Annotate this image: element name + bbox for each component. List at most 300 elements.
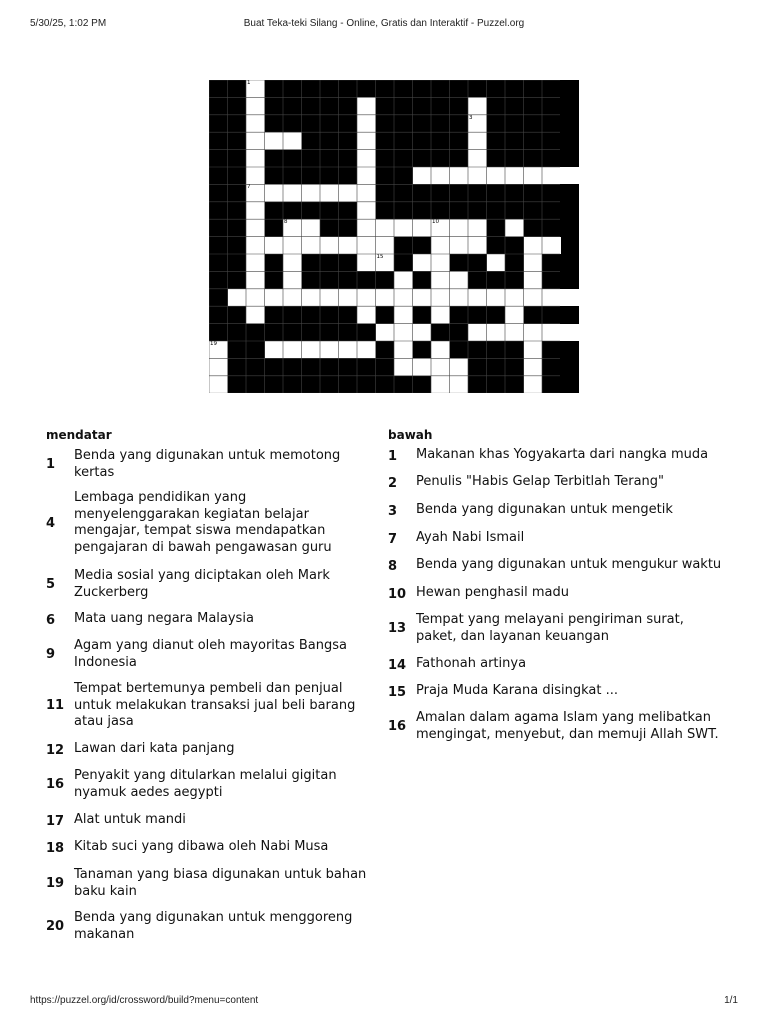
grid-cell-white[interactable]	[376, 324, 395, 341]
grid-cell-black	[339, 254, 358, 271]
clue-number-label: 7	[247, 184, 251, 191]
grid-cell-black	[450, 132, 469, 149]
clue-number: 6	[46, 612, 56, 628]
grid-cell-black	[561, 80, 580, 97]
grid-cell-black	[339, 324, 358, 341]
grid-cell-white[interactable]	[431, 306, 450, 323]
grid-cell-white[interactable]	[283, 184, 302, 201]
grid-cell-black	[505, 202, 524, 219]
grid-cell-black	[209, 184, 228, 201]
clue-number: 13	[388, 620, 407, 636]
clue-number: 19	[46, 875, 65, 891]
grid-cell-white[interactable]	[450, 376, 469, 393]
grid-cell-black	[302, 115, 321, 132]
clue-number-label: 6	[228, 184, 232, 191]
clue-number: 14	[388, 657, 407, 673]
grid-cell-black	[561, 150, 580, 167]
grid-cell-white[interactable]	[283, 254, 302, 271]
grid-cell-black	[283, 80, 302, 97]
grid-cell-black	[487, 132, 506, 149]
grid-cell-black	[339, 271, 358, 288]
grid-cell-black	[339, 202, 358, 219]
grid-cell-white[interactable]	[468, 219, 487, 236]
grid-cell-black	[302, 150, 321, 167]
grid-cell-black	[561, 219, 580, 236]
grid-cell-black	[228, 202, 247, 219]
grid-cell-black	[265, 324, 284, 341]
grid-cell-white[interactable]	[320, 289, 339, 306]
grid-cell-black	[505, 132, 524, 149]
grid-cell-black	[468, 376, 487, 393]
grid-cell-black	[339, 80, 358, 97]
across-clue-20	[46, 910, 372, 944]
grid-cell-white[interactable]	[394, 289, 413, 306]
grid-cell-white[interactable]	[431, 341, 450, 358]
grid-cell-white[interactable]	[246, 219, 265, 236]
clue-number-label: 19	[210, 341, 217, 347]
grid-cell-black	[302, 324, 321, 341]
grid-cell-white[interactable]	[357, 167, 376, 184]
grid-cell-white[interactable]	[487, 289, 506, 306]
grid-cell-black	[542, 97, 561, 114]
grid-cell-white[interactable]	[357, 254, 376, 271]
clue-text: Penyakit yang ditularkan melalui gigitan nyamuk aedes aegypti	[74, 768, 337, 800]
grid-cell-black	[524, 132, 543, 149]
grid-cell-black	[339, 219, 358, 236]
grid-cell-black	[468, 306, 487, 323]
grid-cell-white[interactable]	[302, 237, 321, 254]
grid-cell-black	[209, 132, 228, 149]
grid-cell-white[interactable]	[228, 289, 247, 306]
grid-cell-black	[450, 254, 469, 271]
grid-cell-white[interactable]	[468, 132, 487, 149]
down-clue-16	[388, 710, 728, 744]
grid-cell-black	[265, 150, 284, 167]
grid-cell-black	[228, 115, 247, 132]
grid-cell-black	[450, 115, 469, 132]
grid-cell-white[interactable]	[505, 219, 524, 236]
clue-text: Media sosial yang diciptakan oleh Mark Zuckerberg	[74, 568, 330, 600]
grid-cell-black	[487, 306, 506, 323]
grid-cell-black	[431, 324, 450, 341]
grid-cell-black	[542, 254, 561, 271]
grid-cell-black	[487, 219, 506, 236]
grid-cell-black	[339, 358, 358, 375]
grid-cell-white[interactable]	[450, 358, 469, 375]
grid-cell-black	[339, 150, 358, 167]
grid-cell-white[interactable]	[209, 358, 228, 375]
grid-cell-black	[357, 324, 376, 341]
grid-cell-black	[339, 97, 358, 114]
grid-cell-white[interactable]	[394, 341, 413, 358]
grid-cell-black	[228, 341, 247, 358]
grid-cell-black	[376, 341, 395, 358]
grid-cell-white[interactable]	[431, 167, 450, 184]
grid-cell-black	[505, 150, 524, 167]
grid-cell-white[interactable]	[487, 167, 506, 184]
grid-cell-black	[394, 376, 413, 393]
grid-cell-white[interactable]	[431, 358, 450, 375]
clue-number-label: 4	[228, 132, 232, 139]
grid-cell-black	[357, 80, 376, 97]
grid-cell-black	[413, 150, 432, 167]
grid-cell-white[interactable]	[357, 202, 376, 219]
grid-cell-white[interactable]	[265, 132, 284, 149]
grid-cell-black	[376, 358, 395, 375]
across-clue-5	[46, 568, 372, 602]
clue-text: Benda yang digunakan untuk mengetik	[416, 502, 673, 517]
grid-cell-black	[505, 115, 524, 132]
grid-cell-white[interactable]	[487, 324, 506, 341]
grid-cell-black	[228, 271, 247, 288]
grid-cell-white[interactable]	[394, 219, 413, 236]
grid-cell-white[interactable]	[413, 289, 432, 306]
grid-cell-white[interactable]	[561, 167, 580, 184]
grid-cell-black	[320, 324, 339, 341]
grid-cell-black	[487, 237, 506, 254]
grid-cell-white[interactable]	[376, 219, 395, 236]
grid-cell-black	[468, 271, 487, 288]
grid-cell-white[interactable]	[450, 219, 469, 236]
grid-cell-black	[265, 358, 284, 375]
grid-cell-white[interactable]	[524, 376, 543, 393]
grid-cell-white[interactable]	[246, 254, 265, 271]
grid-cell-white[interactable]	[376, 254, 395, 271]
grid-cell-white[interactable]	[394, 271, 413, 288]
grid-cell-white[interactable]	[376, 289, 395, 306]
grid-cell-white[interactable]	[283, 132, 302, 149]
grid-cell-black	[542, 341, 561, 358]
clue-number-label: 9	[321, 219, 325, 226]
grid-cell-white[interactable]	[265, 341, 284, 358]
grid-cell-white[interactable]	[505, 167, 524, 184]
grid-cell-black	[542, 271, 561, 288]
page-number: 1/1	[724, 995, 738, 1006]
grid-cell-white[interactable]	[246, 80, 265, 97]
grid-cell-white[interactable]	[431, 254, 450, 271]
across-clue-4	[46, 490, 372, 558]
grid-cell-white[interactable]	[431, 289, 450, 306]
grid-cell-black	[450, 341, 469, 358]
grid-cell-white[interactable]	[468, 97, 487, 114]
grid-cell-black	[524, 97, 543, 114]
grid-cell-white[interactable]	[450, 237, 469, 254]
grid-cell-white[interactable]	[524, 271, 543, 288]
grid-cell-black	[413, 115, 432, 132]
grid-cell-black	[505, 358, 524, 375]
across-clue-18	[46, 839, 372, 859]
grid-cell-black	[561, 115, 580, 132]
grid-cell-black	[320, 376, 339, 393]
grid-cell-black	[209, 167, 228, 184]
grid-cell-black	[357, 358, 376, 375]
grid-cell-black	[561, 254, 580, 271]
grid-cell-black	[413, 376, 432, 393]
grid-cell-black	[468, 254, 487, 271]
grid-cell-white[interactable]	[505, 306, 524, 323]
grid-cell-black	[265, 376, 284, 393]
grid-cell-white[interactable]	[246, 150, 265, 167]
grid-cell-black	[339, 132, 358, 149]
across-clue-11	[46, 681, 372, 731]
grid-cell-white[interactable]	[376, 237, 395, 254]
grid-cell-white[interactable]	[542, 167, 561, 184]
grid-cell-white[interactable]	[357, 341, 376, 358]
grid-cell-black	[376, 80, 395, 97]
grid-cell-black	[542, 358, 561, 375]
grid-cell-black	[283, 358, 302, 375]
grid-cell-black	[394, 254, 413, 271]
grid-cell-white[interactable]	[339, 184, 358, 201]
grid-cell-black	[505, 184, 524, 201]
grid-cell-black	[413, 202, 432, 219]
clue-text: Lembaga pendidikan yang menyelenggarakan kegiatan belajar mengajar, tempat siswa mendapatkan pengajaran di bawah pengawasan guru	[74, 490, 332, 555]
clue-text: Penulis "Habis Gelap Terbitlah Terang"	[416, 474, 665, 489]
grid-cell-white[interactable]	[283, 289, 302, 306]
clue-number-label: 10	[432, 219, 439, 226]
grid-cell-black	[209, 80, 228, 97]
grid-cell-white[interactable]	[413, 324, 432, 341]
grid-cell-black	[228, 80, 247, 97]
grid-cell-black	[302, 254, 321, 271]
grid-cell-black	[265, 202, 284, 219]
grid-cell-black	[542, 80, 561, 97]
down-clue-15	[388, 683, 728, 703]
print-datetime: 5/30/25, 1:02 PM	[30, 18, 107, 29]
grid-cell-white[interactable]	[524, 358, 543, 375]
grid-cell-black	[376, 376, 395, 393]
grid-cell-white[interactable]	[468, 324, 487, 341]
grid-cell-white[interactable]	[450, 289, 469, 306]
grid-cell-white[interactable]	[413, 358, 432, 375]
grid-cell-black	[376, 115, 395, 132]
grid-cell-white[interactable]	[209, 376, 228, 393]
grid-cell-white[interactable]	[265, 237, 284, 254]
across-clue-9	[46, 638, 372, 672]
clue-number: 16	[46, 776, 65, 792]
grid-cell-white[interactable]	[542, 289, 561, 306]
grid-cell-black	[320, 271, 339, 288]
grid-cell-white[interactable]	[561, 324, 580, 341]
crossword-grid	[209, 80, 560, 393]
grid-cell-white[interactable]	[413, 254, 432, 271]
grid-cell-white[interactable]	[265, 184, 284, 201]
grid-cell-black	[320, 80, 339, 97]
grid-cell-white[interactable]	[561, 289, 580, 306]
grid-cell-white[interactable]	[431, 237, 450, 254]
grid-cell-black	[542, 219, 561, 236]
grid-cell-black	[376, 306, 395, 323]
grid-cell-white[interactable]	[524, 237, 543, 254]
grid-cell-black	[505, 376, 524, 393]
grid-cell-black	[394, 237, 413, 254]
grid-cell-black	[505, 237, 524, 254]
grid-cell-black	[487, 150, 506, 167]
clue-number: 20	[46, 918, 65, 934]
grid-cell-white[interactable]	[431, 376, 450, 393]
grid-cell-white[interactable]	[246, 202, 265, 219]
grid-cell-black	[339, 306, 358, 323]
grid-cell-black	[302, 167, 321, 184]
grid-cell-white[interactable]	[394, 358, 413, 375]
grid-cell-white[interactable]	[542, 324, 561, 341]
grid-cell-white[interactable]	[246, 271, 265, 288]
grid-cell-white[interactable]	[413, 167, 432, 184]
grid-cell-black	[265, 167, 284, 184]
grid-cell-white[interactable]	[246, 97, 265, 114]
grid-cell-white[interactable]	[357, 289, 376, 306]
grid-cell-black	[394, 167, 413, 184]
grid-cell-black	[320, 167, 339, 184]
clue-text: Amalan dalam agama Islam yang melibatkan mengingat, menyebut, dan memuji Allah SWT.	[416, 710, 719, 742]
clue-number: 17	[46, 813, 65, 829]
grid-cell-white[interactable]	[357, 219, 376, 236]
grid-cell-white[interactable]	[487, 254, 506, 271]
grid-cell-white[interactable]	[524, 167, 543, 184]
grid-cell-white[interactable]	[283, 271, 302, 288]
grid-cell-white[interactable]	[413, 219, 432, 236]
grid-cell-white[interactable]	[246, 289, 265, 306]
grid-cell-white[interactable]	[339, 341, 358, 358]
grid-cell-white[interactable]	[524, 324, 543, 341]
grid-cell-black	[283, 150, 302, 167]
grid-cell-white[interactable]	[283, 219, 302, 236]
grid-cell-white[interactable]	[450, 271, 469, 288]
grid-cell-white[interactable]	[524, 254, 543, 271]
grid-cell-black	[376, 184, 395, 201]
clue-text: Lawan dari kata panjang	[74, 741, 235, 756]
grid-cell-black	[468, 202, 487, 219]
grid-cell-white[interactable]	[450, 167, 469, 184]
grid-cell-black	[209, 289, 228, 306]
clue-number: 3	[388, 503, 398, 519]
grid-cell-black	[431, 202, 450, 219]
grid-cell-white[interactable]	[246, 167, 265, 184]
grid-cell-white[interactable]	[394, 324, 413, 341]
grid-cell-white[interactable]	[246, 237, 265, 254]
grid-cell-black	[450, 150, 469, 167]
clue-number-label: 1	[247, 80, 251, 86]
grid-cell-black	[431, 184, 450, 201]
grid-cell-white[interactable]	[246, 115, 265, 132]
across-heading: mendatar	[46, 428, 112, 442]
grid-cell-white[interactable]	[302, 341, 321, 358]
grid-cell-white[interactable]	[302, 289, 321, 306]
grid-cell-white[interactable]	[524, 341, 543, 358]
clue-number: 8	[388, 558, 398, 574]
grid-cell-black	[339, 115, 358, 132]
grid-cell-black	[357, 376, 376, 393]
grid-cell-white[interactable]	[339, 237, 358, 254]
grid-cell-white[interactable]	[431, 271, 450, 288]
grid-cell-black	[487, 271, 506, 288]
grid-cell-white[interactable]	[542, 237, 561, 254]
grid-cell-white[interactable]	[283, 341, 302, 358]
down-clue-3	[388, 502, 728, 522]
clue-number: 12	[46, 742, 65, 758]
grid-cell-white[interactable]	[394, 306, 413, 323]
grid-cell-black	[524, 202, 543, 219]
grid-cell-white[interactable]	[246, 132, 265, 149]
grid-cell-black	[228, 237, 247, 254]
grid-cell-black	[431, 115, 450, 132]
grid-cell-white[interactable]	[265, 289, 284, 306]
grid-cell-white[interactable]	[357, 237, 376, 254]
grid-cell-white[interactable]	[431, 219, 450, 236]
grid-cell-black	[542, 376, 561, 393]
grid-cell-black	[524, 219, 543, 236]
across-clue-6	[46, 611, 372, 631]
grid-cell-black	[265, 271, 284, 288]
grid-cell-black	[209, 254, 228, 271]
grid-cell-white[interactable]	[468, 289, 487, 306]
grid-cell-black	[376, 132, 395, 149]
grid-cell-black	[265, 219, 284, 236]
grid-cell-white[interactable]	[302, 219, 321, 236]
grid-cell-black	[413, 80, 432, 97]
grid-cell-black	[394, 115, 413, 132]
grid-cell-white[interactable]	[468, 150, 487, 167]
grid-cell-white[interactable]	[339, 289, 358, 306]
grid-cell-white[interactable]	[357, 306, 376, 323]
clue-number-label: 17	[321, 323, 328, 330]
grid-cell-black	[394, 150, 413, 167]
clue-number: 4	[46, 515, 56, 531]
grid-cell-black	[505, 80, 524, 97]
grid-cell-white[interactable]	[320, 237, 339, 254]
grid-cell-white[interactable]	[209, 341, 228, 358]
grid-cell-black	[394, 202, 413, 219]
grid-cell-white[interactable]	[246, 306, 265, 323]
grid-cell-white[interactable]	[357, 115, 376, 132]
grid-cell-black	[542, 306, 561, 323]
grid-cell-white[interactable]	[468, 167, 487, 184]
grid-cell-white[interactable]	[505, 289, 524, 306]
clue-text: Makanan khas Yogyakarta dari nangka muda	[416, 447, 709, 462]
grid-cell-black	[561, 358, 580, 375]
down-clue-10	[388, 585, 728, 605]
grid-cell-white[interactable]	[524, 289, 543, 306]
grid-cell-black	[561, 202, 580, 219]
across-clue-12	[46, 741, 372, 761]
grid-cell-black	[302, 376, 321, 393]
grid-cell-white[interactable]	[357, 132, 376, 149]
grid-cell-white[interactable]	[320, 184, 339, 201]
grid-cell-white[interactable]	[468, 237, 487, 254]
grid-cell-white[interactable]	[357, 97, 376, 114]
grid-cell-white[interactable]	[357, 150, 376, 167]
grid-cell-black	[524, 184, 543, 201]
grid-cell-white[interactable]	[320, 341, 339, 358]
grid-cell-black	[283, 306, 302, 323]
grid-cell-white[interactable]	[283, 237, 302, 254]
grid-cell-white[interactable]	[505, 324, 524, 341]
grid-cell-black	[487, 115, 506, 132]
grid-cell-black	[228, 150, 247, 167]
clue-number: 2	[388, 475, 398, 491]
across-clue-19	[46, 867, 372, 901]
grid-cell-white[interactable]	[246, 184, 265, 201]
grid-cell-black	[209, 271, 228, 288]
grid-cell-white[interactable]	[357, 184, 376, 201]
clue-text: Benda yang digunakan untuk mengukur waktu	[416, 557, 722, 572]
grid-cell-black	[413, 237, 432, 254]
grid-cell-black	[487, 97, 506, 114]
grid-cell-white[interactable]	[302, 184, 321, 201]
grid-cell-white[interactable]	[468, 115, 487, 132]
clue-number-label: 11	[228, 236, 236, 243]
grid-cell-black	[209, 150, 228, 167]
